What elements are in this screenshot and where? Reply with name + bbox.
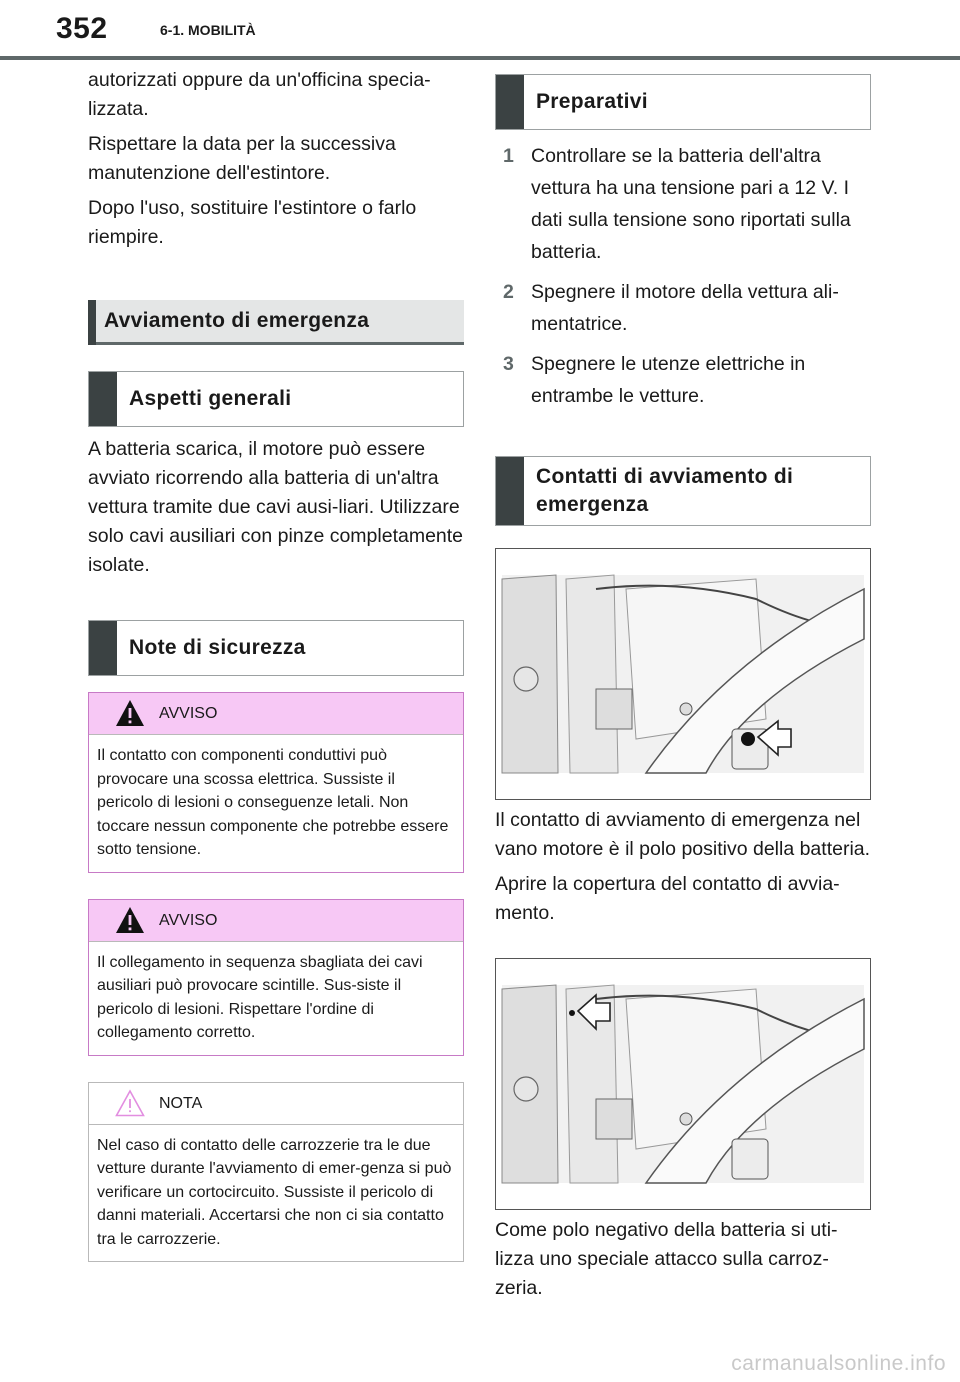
figure-caption: Il contatto di avviamento di emergenza nel vano motore è il polo positivo della batteria. (495, 809, 871, 860)
engine-bay-illustration (496, 959, 870, 1209)
intro-paragraph: autorizzati oppure da un'officina specia-lizzata. (88, 69, 431, 120)
step-text: Controllare se la batteria dell'altra vettura ha una tensione pari a 12 V. I dati sulla tensione sono riportati sulla batteria. (531, 145, 851, 263)
spacer (88, 345, 464, 371)
engine-bay-illustration (496, 549, 870, 799)
subsection-heading-text: Aspetti generali (129, 387, 292, 410)
step-number: 2 (503, 281, 514, 303)
caution-triangle-icon (115, 1089, 145, 1117)
page-header (0, 0, 960, 62)
warning-triangle-icon (115, 906, 145, 934)
figure-caption: Come polo negativo della batteria si uti-lizza uno speciale attacco sulla carroz-zeria. (495, 1219, 838, 1299)
intro-paragraph: Rispettare la data per la successiva manutenzione dell'estintore. (88, 133, 396, 184)
warning-header (89, 693, 463, 735)
subsection-heading-prep (495, 74, 871, 130)
header-rule (0, 56, 960, 60)
step-text: Spegnere il motore della vettura ali-mentatrice. (531, 281, 839, 335)
section-heading-text: Avviamento di emergenza (104, 309, 370, 332)
step-number: 1 (503, 145, 514, 167)
subsection-heading-text: Contatti di avviamento di emergenza (536, 465, 794, 516)
note-box (88, 1082, 464, 1263)
left-column (88, 66, 464, 1262)
warning-triangle-icon (115, 699, 145, 727)
figure-caption: Aprire la copertura del contatto di avvia-mento. (495, 873, 840, 924)
engine-bay-figure-positive (495, 548, 871, 800)
chapter-title: 6-1. MOBILITÀ (160, 22, 256, 38)
spacer (88, 258, 464, 300)
step-item (495, 276, 871, 340)
subsection-heading-text: Preparativi (536, 90, 648, 113)
step-item (495, 140, 871, 268)
spacer (495, 420, 871, 456)
spacer (88, 586, 464, 620)
general-paragraph: A batteria scarica, il motore può essere avviato ricorrendo alla batteria di un'altra vettura tramite due cavi ausi-liari. Utilizzare solo cavi ausiliari con pinze completamente isolate. (88, 438, 464, 576)
step-number: 3 (503, 353, 514, 375)
warning-label: AVVISO (159, 705, 218, 722)
warning-text: Il collegamento in sequenza sbagliata dei cavi ausiliari può provocare scintille. Sus-siste il pericolo di lesioni. Rispettare l'ordine di collegamento corretto. (97, 953, 423, 1041)
note-label: NOTA (159, 1094, 203, 1112)
subsection-heading-text: Note di sicurezza (129, 636, 306, 659)
spacer (495, 934, 871, 958)
subsection-heading-safety (88, 620, 464, 676)
spacer (88, 427, 464, 435)
intro-paragraph: Dopo l'uso, sostituire l'estintore o farlo riempire. (88, 197, 417, 248)
warning-header (89, 900, 463, 942)
spacer (88, 676, 464, 692)
spacer (495, 130, 871, 140)
subsection-heading-contacts (495, 456, 871, 526)
spacer (495, 526, 871, 548)
engine-bay-figure-negative (495, 958, 871, 1210)
watermark: carmanualsonline.info (731, 1352, 946, 1375)
warning-text: Il contatto con componenti conduttivi può provocare una scossa elettrica. Sussiste il pericolo di lesioni o conseguenze letali. Non toccare nessun componente che potrebbe essere sotto tensione. (97, 747, 449, 858)
note-header (89, 1083, 463, 1125)
step-text: Spegnere le utenze elettriche in entrambe le vetture. (531, 353, 806, 407)
warning-label: AVVISO (159, 911, 218, 929)
warning-box (88, 899, 464, 1056)
warning-box (88, 692, 464, 873)
spacer (88, 1056, 464, 1082)
step-item (495, 348, 871, 412)
subsection-heading-general (88, 371, 464, 427)
section-heading (88, 300, 464, 345)
note-text: Nel caso di contatto delle carrozzerie tra le due vetture durante l'avviamento di emer-genza si può verificare un cortocircuito. Sussiste il pericolo di danni materiali. Accertarsi che non ci sia contatto tra le carrozzerie. (97, 1136, 452, 1248)
page-number: 352 (56, 12, 108, 45)
spacer (88, 873, 464, 899)
right-column (495, 66, 871, 1309)
spacer (495, 66, 871, 74)
